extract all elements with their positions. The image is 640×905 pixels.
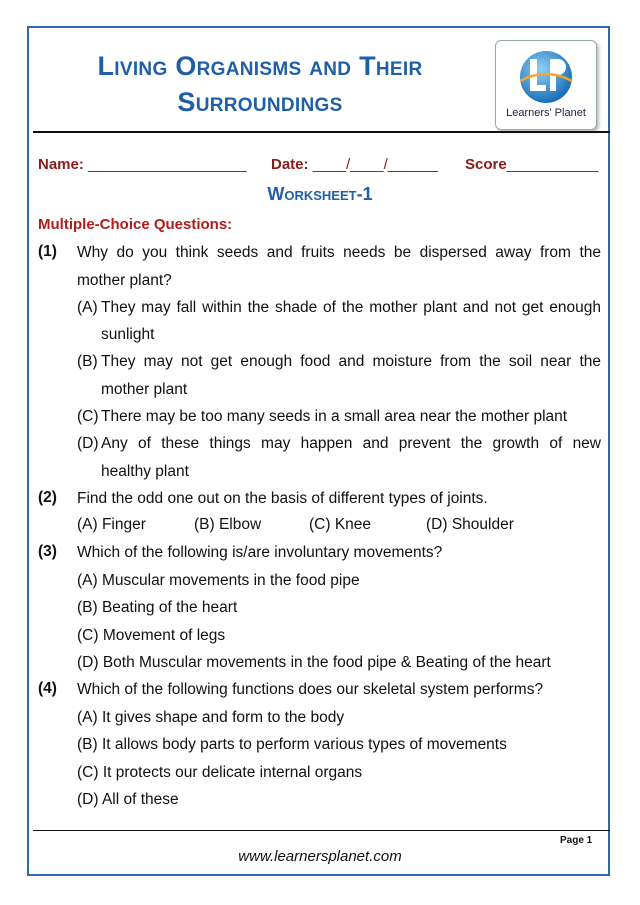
option-text: (A) It gives shape and form to the body bbox=[77, 709, 345, 726]
option-label: (D) bbox=[77, 435, 99, 452]
question-text: Find the odd one out on the basis of different types of joints. bbox=[77, 490, 488, 507]
option-text: (C) Movement of legs bbox=[77, 627, 226, 644]
question-number: (3) bbox=[38, 543, 57, 560]
date-label: Date: bbox=[271, 156, 309, 173]
logo-text: Learners' Planet bbox=[506, 107, 586, 119]
option-text: (D) Shoulder bbox=[426, 516, 514, 533]
score-field[interactable] bbox=[465, 156, 598, 173]
question-number: (1) bbox=[38, 243, 57, 260]
option-text: (C) Knee bbox=[309, 516, 372, 533]
option-text: (B) It allows body parts to perform various types of movements bbox=[77, 736, 507, 753]
option-label: (B) bbox=[77, 353, 98, 370]
page-title bbox=[36, 48, 484, 120]
option-text: (A) Finger bbox=[77, 516, 146, 533]
globe-logo-icon bbox=[496, 41, 596, 107]
name-label: Name: bbox=[38, 156, 84, 173]
option-text: They may not get enough food and moisture from the soil near the bbox=[101, 353, 601, 370]
score-blank: ___________ bbox=[506, 156, 599, 173]
question-text: Why do you think seeds and fruits needs be dispersed away from the bbox=[77, 244, 601, 261]
page-number: Page 1 bbox=[560, 835, 593, 846]
option-text: (C) It protects our delicate internal organs bbox=[77, 764, 363, 781]
title-line-2: Surroundings bbox=[177, 87, 343, 117]
score-label: Score bbox=[465, 156, 507, 173]
option-text: (B) Beating of the heart bbox=[77, 599, 238, 616]
option-text: (D) Both Muscular movements in the food pipe & Beating of the heart bbox=[77, 654, 551, 671]
question-text: Which of the following functions does our skeletal system performs? bbox=[77, 681, 544, 698]
option-text: (D) All of these bbox=[77, 791, 179, 808]
option-text: healthy plant bbox=[101, 463, 189, 480]
title-line-1: Living Organisms and Their bbox=[97, 51, 423, 81]
question-number: (4) bbox=[38, 680, 57, 697]
name-field[interactable] bbox=[38, 156, 247, 173]
option-text: They may fall within the shade of the mother plant and not get enough bbox=[101, 299, 601, 316]
question-number: (2) bbox=[38, 489, 57, 506]
date-field[interactable] bbox=[271, 156, 438, 173]
option-label: (A) bbox=[77, 299, 98, 316]
learners-planet-logo bbox=[495, 40, 597, 130]
header-divider bbox=[33, 131, 610, 133]
option-text: (B) Elbow bbox=[194, 516, 262, 533]
footer-divider bbox=[33, 830, 610, 831]
question-text: Which of the following is/are involuntary movements? bbox=[77, 544, 443, 561]
option-label: (C) bbox=[77, 408, 99, 425]
question-text: mother plant? bbox=[77, 272, 172, 289]
date-blank: ____/____/______ bbox=[312, 156, 438, 173]
option-text: There may be too many seeds in a small area near the mother plant bbox=[101, 408, 568, 425]
footer-url[interactable]: www.learnersplanet.com bbox=[238, 848, 402, 865]
option-text: Any of these things may happen and prevent the growth of new bbox=[101, 435, 601, 452]
option-text: (A) Muscular movements in the food pipe bbox=[77, 572, 360, 589]
name-blank: ___________________ bbox=[88, 156, 247, 173]
worksheet-title: Worksheet-1 bbox=[267, 184, 373, 204]
option-text: sunlight bbox=[101, 326, 155, 343]
option-text: mother plant bbox=[101, 381, 188, 398]
section-heading: Multiple-Choice Questions: bbox=[38, 216, 233, 233]
